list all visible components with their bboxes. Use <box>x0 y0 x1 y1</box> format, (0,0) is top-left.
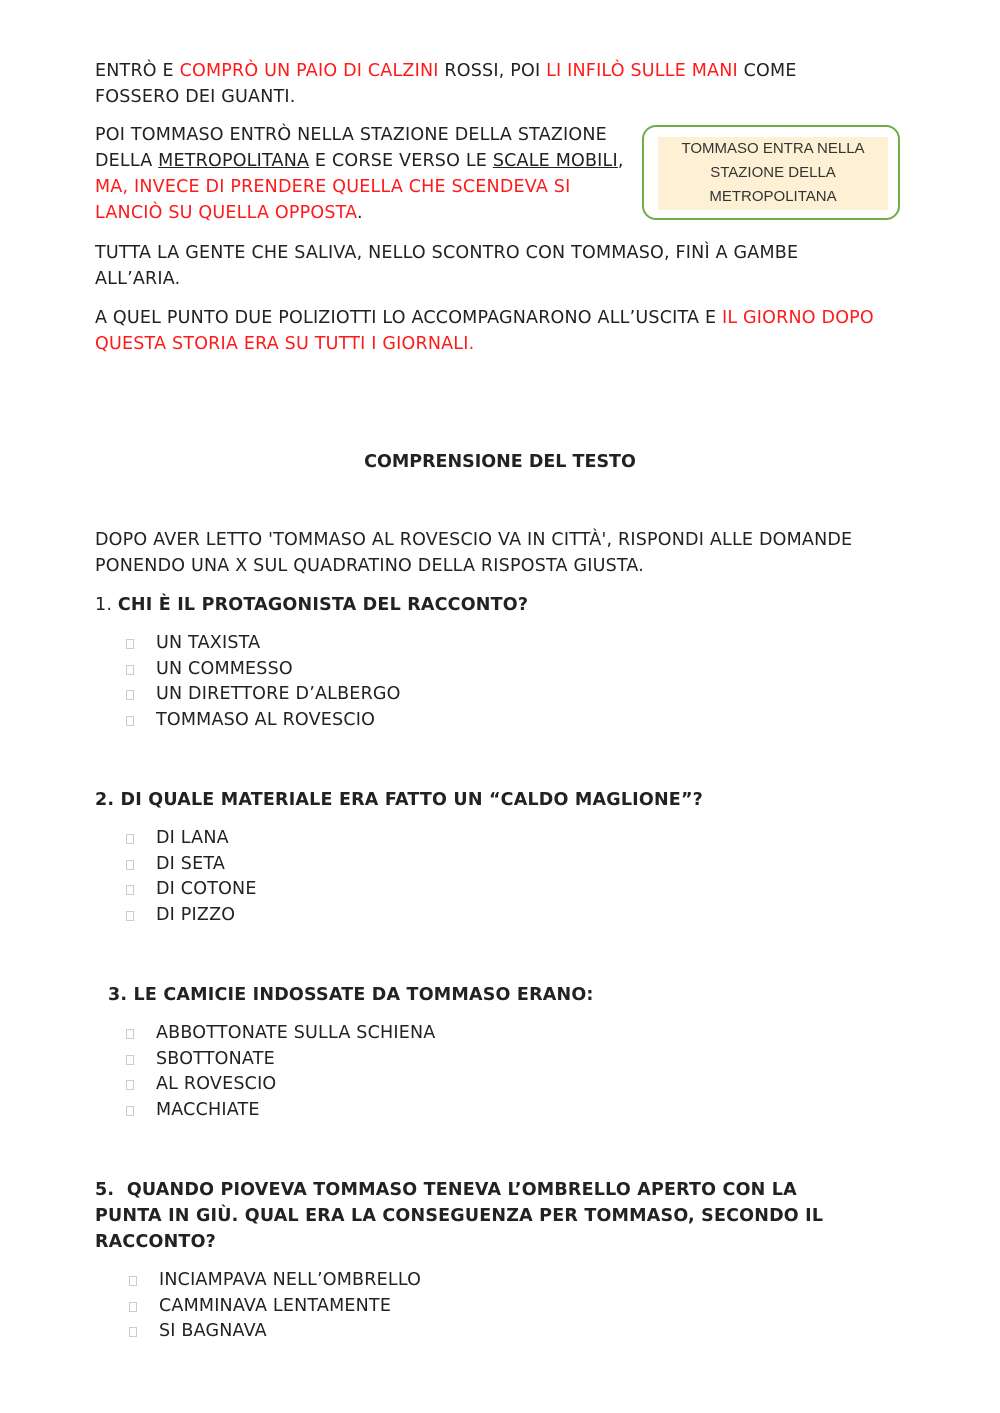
callout-line: STAZIONE DELLA <box>710 164 836 181</box>
text-run: ROSSI, POI <box>438 61 547 81</box>
story-paragraph-1 <box>95 58 875 110</box>
option-label: UN TAXISTA <box>156 633 261 653</box>
checkbox[interactable] <box>126 1106 134 1116</box>
text-run: A QUEL PUNTO DUE POLIZIOTTI LO ACCOMPAGNARONO ALL’USCITA E <box>95 308 722 328</box>
question-number: 3. <box>108 985 134 1005</box>
checkbox[interactable] <box>126 834 134 844</box>
option-label: ABBOTTONATE SULLA SCHIENA <box>156 1023 436 1043</box>
option-label: DI SETA <box>156 853 226 874</box>
option-label: MACCHIATE <box>156 1100 260 1121</box>
callout-box <box>642 125 900 220</box>
highlighted-text: COMPRÒ UN PAIO DI CALZINI <box>179 61 439 81</box>
option-label: DI LANA <box>156 828 229 848</box>
highlighted-text: MA, INVECE DI PRENDERE QUELLA CHE SCENDEVA SI LANCIÒ SU QUELLA OPPOSTA <box>95 177 571 223</box>
highlighted-text: LI INFILÒ SULLE MANI <box>546 61 738 81</box>
text-run: . <box>357 203 363 223</box>
question-2 <box>95 787 895 813</box>
question-5 <box>95 1177 865 1255</box>
story-paragraph-4 <box>95 305 875 357</box>
checkbox[interactable] <box>126 1080 134 1090</box>
instructions: DOPO AVER LETTO 'TOMMASO AL ROVESCIO VA IN CITTÀ', RISPONDI ALLE DOMANDE PONENDO UNA X SUL QUADRATINO DELLA RISPOSTA GIUSTA. <box>95 530 853 576</box>
checkbox[interactable] <box>126 1029 134 1039</box>
checkbox[interactable] <box>129 1327 137 1337</box>
story-paragraph-3: TUTTA LA GENTE CHE SALIVA, NELLO SCONTRO CON TOMMASO, FINÌ A GAMBE ALL’ARIA. <box>95 243 799 289</box>
option-label: CAMMINAVA LENTAMENTE <box>159 1295 392 1316</box>
text-run: , <box>617 151 624 171</box>
text-run: COME FOSSERO DEI GUANTI. <box>95 61 797 107</box>
section-title: COMPRENSIONE DEL TESTO <box>364 452 636 472</box>
text-run: E CORSE VERSO LE <box>309 151 493 171</box>
option-label: DI PIZZO <box>156 905 236 926</box>
text-run: ENTRÒ E <box>95 61 180 81</box>
option-label: AL ROVESCIO <box>156 1074 277 1095</box>
callout-line: METROPOLITANA <box>709 188 837 205</box>
question-1 <box>95 592 895 618</box>
option-label: UN COMMESSO <box>156 658 293 679</box>
question-text: CHI È IL PROTAGONISTA DEL RACCONTO? <box>117 595 529 615</box>
text-run: POI TOMMASO ENTRÒ NELLA STAZIONE DELLA STAZIONE DELLA <box>95 125 607 171</box>
checkbox[interactable] <box>126 885 134 895</box>
checkbox[interactable] <box>126 665 134 675</box>
question-number: 1. <box>95 595 118 615</box>
question-text: LE CAMICIE INDOSSATE DA TOMMASO ERANO: <box>133 985 594 1005</box>
option-label: INCIAMPAVA NELL’OMBRELLO <box>159 1270 422 1290</box>
underlined-text: SCALE MOBILI <box>492 151 618 171</box>
callout-line: TOMMASO ENTRA NELLA <box>681 140 865 157</box>
option-label: SI BAGNAVA <box>159 1321 267 1342</box>
checkbox[interactable] <box>126 690 134 700</box>
checkbox[interactable] <box>126 716 134 726</box>
highlighted-text: IL GIORNO DOPO QUESTA STORIA ERA SU TUTTI I GIORNALI. <box>95 308 874 354</box>
callout-label <box>658 137 888 210</box>
question-3 <box>108 982 908 1008</box>
option-label: TOMMASO AL ROVESCIO <box>156 710 376 731</box>
story-paragraph-2 <box>95 122 625 226</box>
question-text: QUANDO PIOVEVA TOMMASO TENEVA L’OMBRELLO APERTO CON LA PUNTA IN GIÙ. QUAL ERA LA CONSEGUENZA PER TOMMASO, SECONDO IL RACCONTO? <box>95 1180 824 1252</box>
option-label: SBOTTONATE <box>156 1048 275 1069</box>
question-number: 5. <box>95 1180 127 1200</box>
underlined-text: METROPOLITANA <box>158 151 310 171</box>
checkbox[interactable] <box>126 860 134 870</box>
checkbox[interactable] <box>126 639 134 649</box>
question-number: 2. <box>95 790 121 810</box>
checkbox[interactable] <box>126 1055 134 1065</box>
option-label: DI COTONE <box>156 879 257 900</box>
question-text: DI QUALE MATERIALE ERA FATTO UN “CALDO MAGLIONE”? <box>120 790 704 810</box>
checkbox[interactable] <box>129 1302 137 1312</box>
checkbox[interactable] <box>129 1276 137 1286</box>
option-label: UN DIRETTORE D’ALBERGO <box>156 684 401 705</box>
checkbox[interactable] <box>126 911 134 921</box>
